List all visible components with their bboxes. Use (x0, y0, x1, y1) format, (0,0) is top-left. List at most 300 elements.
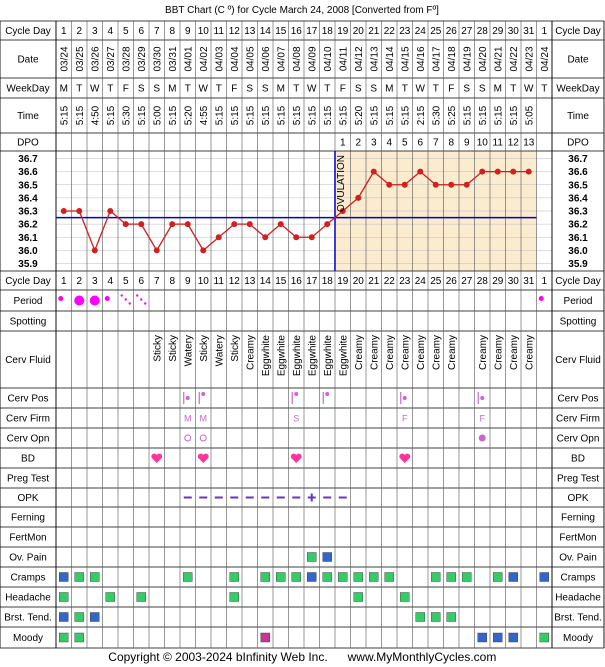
bd-heart-icon (291, 454, 302, 463)
cycle-day-label: 9 (184, 26, 191, 37)
brst_tend-square-icon (59, 613, 68, 622)
ov_pain-square-icon (323, 553, 332, 562)
cycle-day-label: 13 (244, 26, 256, 37)
temp-point (61, 208, 67, 214)
weekday-label: F (448, 83, 455, 95)
weekday-label: T (510, 83, 517, 95)
weekday-label: T (541, 83, 548, 95)
cycle-day-label: 24 (414, 26, 426, 37)
dpo-label: 5 (401, 137, 408, 149)
time-label: 4:50 (90, 105, 102, 126)
cycle-day-label: 10 (197, 26, 209, 37)
row-label-left: Cerv Opn (6, 433, 50, 445)
date-label: 04/24 (539, 46, 551, 72)
cycle-day-label: 5 (122, 276, 129, 287)
row-label-right: Cerv Fluid (555, 355, 601, 366)
cycle-day-label: 15 (275, 26, 287, 37)
time-label: 5:15 (508, 105, 520, 126)
time-label: 5:15 (400, 105, 412, 126)
period-spotting-icon (136, 294, 138, 296)
row-label-right: Brst. Tend. (554, 612, 602, 624)
row-label-right: OPK (567, 493, 589, 504)
cycle-day-label: 9 (184, 276, 191, 287)
chart-title: BBT Chart (C º) for Cycle March 24, 2008 [Converted from Fº] (165, 5, 439, 16)
cycle-day-label: 30 (507, 276, 519, 287)
y-tick-right: 36.6 (568, 167, 588, 179)
row-label-right: Time (567, 111, 589, 122)
weekday-label: S (370, 83, 378, 95)
y-tick-left: 36.4 (18, 193, 38, 205)
y-tick-left: 36.1 (18, 232, 38, 244)
row-label-right: BD (571, 453, 585, 465)
cycle-day-label: 19 (337, 276, 349, 287)
time-label: 5:20 (353, 105, 365, 126)
cycle-day-label: 28 (476, 26, 488, 37)
cramps-square-icon (431, 573, 440, 582)
moody-square-icon (478, 633, 487, 642)
time-label: 5:15 (214, 105, 226, 126)
temp-point (371, 169, 377, 175)
temp-point (293, 234, 299, 240)
cycle-day-label: 14 (259, 276, 271, 287)
time-label: 5:15 (291, 105, 303, 126)
cerv-fluid-label: Watery (183, 335, 195, 367)
y-tick-right: 35.9 (568, 259, 588, 270)
cerv-opn-icon (185, 435, 191, 441)
row-label-left: Ov. Pain (9, 552, 47, 564)
date-label: 03/26 (90, 46, 102, 72)
weekday-label: M (385, 83, 394, 95)
time-label: 5:30 (121, 105, 133, 126)
row-label-left: Cycle Day (5, 26, 51, 37)
date-label: 04/04 (229, 46, 241, 72)
weekday-label: F (122, 83, 129, 95)
dpo-label: 10 (476, 137, 488, 149)
weekday-label: W (524, 83, 534, 95)
time-label: 5:20 (183, 105, 195, 126)
cramps-square-icon (540, 573, 549, 582)
cerv-fluid-label: Watery (214, 335, 226, 367)
temp-point (278, 221, 284, 227)
time-label: 5:15 (384, 105, 396, 126)
brst_tend-square-icon (431, 613, 440, 622)
cramps-square-icon (307, 573, 316, 582)
time-label: 5:30 (431, 105, 443, 126)
moody-square-icon (509, 633, 518, 642)
cerv-fluid-label: Creamy (493, 335, 505, 371)
date-label: 04/09 (307, 46, 319, 72)
time-label: 5:15 (307, 105, 319, 126)
headache-square-icon (400, 593, 409, 602)
period-heavy-icon (74, 296, 84, 306)
cycle-day-label: 3 (91, 276, 98, 287)
date-label: 04/18 (446, 46, 458, 72)
temp-point (324, 221, 330, 227)
cerv-fluid-label: Creamy (477, 335, 489, 371)
cycle-day-label: 31 (523, 276, 535, 287)
time-label: 5:15 (229, 105, 241, 126)
weekday-label: M (59, 83, 68, 95)
cycle-day-label: 13 (244, 276, 256, 287)
time-label: 5:15 (276, 105, 288, 126)
temp-point (92, 247, 98, 253)
temp-point (107, 208, 113, 214)
cramps-square-icon (276, 573, 285, 582)
cerv-fluid-label: Eggwhite (322, 335, 334, 377)
headache-square-icon (59, 593, 68, 602)
dpo-label: 4 (386, 137, 393, 149)
cerv-pos-dot (325, 392, 329, 396)
cerv-fluid-label: Eggwhite (276, 335, 288, 377)
time-label: 5:15 (260, 105, 272, 126)
time-label: 5:15 (245, 105, 257, 126)
cramps-square-icon (323, 573, 332, 582)
cramps-square-icon (59, 573, 68, 582)
headache-square-icon (137, 593, 146, 602)
y-tick-left: 36.6 (18, 167, 38, 179)
time-label: 5:15 (369, 105, 381, 126)
cycle-day-label: 3 (91, 26, 98, 37)
row-label-right: Cycle Day (555, 276, 601, 287)
cramps-square-icon (369, 573, 378, 582)
cycle-day-label: 29 (492, 26, 504, 37)
weekday-label: S (478, 83, 486, 95)
y-tick-left: 36.7 (18, 154, 38, 165)
cerv-fluid-label: Creamy (369, 335, 381, 371)
date-label: 04/12 (353, 46, 365, 72)
time-label: 5:15 (105, 105, 117, 126)
row-label-left: Cramps (10, 572, 46, 584)
weekday-label: M (276, 83, 285, 95)
temp-point (526, 169, 532, 175)
date-label: 04/11 (338, 46, 350, 72)
cerv-fluid-label: Creamy (431, 335, 443, 371)
cramps-square-icon (90, 573, 99, 582)
y-tick-right: 36.1 (568, 232, 588, 244)
moody-square-icon (493, 633, 502, 642)
weekday-label: T (107, 83, 114, 95)
y-tick-right: 36.7 (568, 154, 588, 165)
cycle-day-label: 12 (228, 276, 240, 287)
row-label-left: Cycle Day (5, 276, 51, 287)
headache-square-icon (354, 593, 363, 602)
cramps-square-icon (385, 573, 394, 582)
row-label-left: FertMon (9, 532, 47, 544)
period-light-icon (105, 296, 110, 301)
dpo-label: 7 (432, 137, 439, 149)
cycle-day-label: 25 (430, 26, 442, 37)
row-label-right: Ferning (561, 512, 595, 524)
cerv-fluid-label: Sticky (167, 335, 179, 362)
date-label: 04/01 (183, 46, 195, 72)
weekday-label: W (198, 83, 208, 95)
cycle-day-label: 27 (461, 26, 473, 37)
y-tick-right: 36.0 (568, 245, 588, 257)
y-tick-right: 36.2 (568, 219, 588, 231)
footer-copyright: Copyright © 2003-2024 bInfinity Web Inc. (108, 650, 328, 664)
date-label: 04/17 (431, 46, 443, 72)
time-label: 2:15 (415, 105, 427, 126)
period-light-icon (58, 296, 63, 301)
cerv-pos-dot (403, 396, 407, 400)
cycle-day-label: 23 (399, 26, 411, 37)
cramps-square-icon (462, 573, 471, 582)
period-spotting-icon (129, 302, 131, 304)
temp-point (510, 169, 516, 175)
cycle-day-label: 1 (541, 26, 548, 37)
cramps-square-icon (447, 573, 456, 582)
dpo-label: 8 (448, 137, 455, 149)
row-label-right: Preg Test (556, 473, 600, 485)
temp-point (76, 208, 82, 214)
date-label: 04/03 (214, 46, 226, 72)
row-label-right: WeekDay (556, 83, 600, 95)
cycle-day-label: 23 (399, 276, 411, 287)
cycle-day-label: 12 (228, 26, 240, 37)
weekday-label: S (463, 83, 471, 95)
footer-site[interactable]: www.MyMonthlyCycles.com (347, 650, 497, 664)
row-label-left: Spotting (9, 316, 47, 328)
weekday-label: W (415, 83, 425, 95)
cycle-day-label: 2 (76, 26, 83, 37)
cycle-day-label: 22 (383, 26, 395, 37)
cycle-day-label: 1 (60, 26, 67, 37)
row-label-right: FertMon (559, 532, 597, 544)
cycle-day-label: 2 (76, 276, 83, 287)
cerv-pos-dot (201, 392, 205, 396)
cramps-square-icon (230, 573, 239, 582)
cerv-fluid-label: Creamy (524, 335, 536, 371)
headache-square-icon (106, 593, 115, 602)
y-tick-right: 36.4 (568, 193, 588, 205)
date-label: 03/30 (152, 46, 164, 72)
row-label-left: WeekDay (6, 83, 50, 95)
date-label: 03/29 (136, 46, 148, 72)
row-label-right: Moody (562, 633, 594, 644)
dpo-label: 6 (417, 137, 424, 149)
time-label: 5:15 (136, 105, 148, 126)
cerv-firm-label: M (184, 413, 192, 424)
date-label: 04/20 (477, 46, 489, 72)
cycle-day-label: 20 (352, 276, 364, 287)
cerv-pos-dot (186, 396, 190, 400)
brst_tend-square-icon (75, 613, 84, 622)
y-tick-right: 36.3 (568, 206, 588, 218)
date-label: 04/23 (524, 46, 536, 72)
cramps-square-icon (509, 573, 518, 582)
time-label: 5:15 (338, 105, 350, 126)
cycle-day-label: 17 (306, 276, 318, 287)
date-label: 03/24 (59, 46, 71, 72)
cerv-fluid-label: Eggwhite (338, 335, 350, 377)
headache-square-icon (230, 593, 239, 602)
weekday-label: W (307, 83, 317, 95)
row-label-left: Headache (5, 592, 51, 604)
cerv-opn-icon (479, 435, 486, 442)
cycle-day-label: 10 (197, 276, 209, 287)
time-label: 5:15 (493, 105, 505, 126)
cerv-pos-dot (480, 396, 484, 400)
temp-point (386, 182, 392, 188)
date-label: 03/27 (105, 46, 117, 72)
cerv-firm-label: M (199, 413, 207, 424)
weekday-label: S (354, 83, 362, 95)
temp-point (247, 221, 253, 227)
cycle-day-label: 30 (507, 26, 519, 37)
cycle-day-label: 6 (138, 26, 145, 37)
row-label-left: Period (13, 296, 43, 307)
bd-heart-icon (198, 454, 209, 463)
date-label: 04/06 (260, 46, 272, 72)
temp-point (402, 182, 408, 188)
temp-point (355, 195, 361, 201)
row-label-right: Spotting (559, 316, 597, 328)
cycle-day-label: 5 (122, 26, 129, 37)
cerv-firm-label: F (479, 413, 485, 424)
date-label: 03/31 (167, 46, 179, 72)
cerv-firm-label: F (402, 413, 408, 424)
row-label-right: Cramps (560, 572, 596, 584)
cerv-fluid-label: Creamy (245, 335, 257, 371)
time-label: 5:25 (446, 105, 458, 126)
time-label: 5:15 (462, 105, 474, 126)
date-label: 03/25 (74, 46, 86, 72)
dpo-label: 2 (355, 137, 362, 149)
date-label: 04/16 (415, 46, 427, 72)
time-label: 5:15 (477, 105, 489, 126)
row-label-right: Cerv Pos (557, 393, 599, 405)
row-label-left: DPO (17, 137, 39, 149)
row-label-left: BD (21, 453, 35, 465)
weekday-label: T (76, 83, 83, 95)
row-label-left: Cerv Fluid (5, 355, 51, 366)
dpo-label: 13 (523, 137, 535, 149)
y-tick-left: 36.2 (18, 219, 38, 231)
temp-point (448, 182, 454, 188)
cycle-day-label: 16 (290, 26, 302, 37)
cycle-day-label: 29 (492, 276, 504, 287)
y-tick-left: 36.3 (18, 206, 38, 218)
y-tick-right: 36.5 (568, 180, 588, 192)
cycle-day-label: 19 (337, 26, 349, 37)
row-label-left: Date (17, 54, 39, 66)
cerv-fluid-label: Eggwhite (307, 335, 319, 377)
cycle-day-label: 1 (541, 276, 548, 287)
bd-heart-icon (151, 454, 162, 463)
time-label: 4:55 (198, 105, 210, 126)
weekday-label: F (339, 83, 346, 95)
cycle-day-label: 17 (306, 26, 318, 37)
weekday-label: T (184, 83, 191, 95)
row-label-left: Cerv Pos (7, 393, 49, 405)
dpo-label: 9 (463, 137, 470, 149)
cycle-day-label: 26 (445, 26, 457, 37)
cycle-day-label: 14 (259, 26, 271, 37)
cycle-day-label: 21 (368, 26, 380, 37)
cycle-day-label: 1 (60, 276, 67, 287)
y-tick-left: 35.9 (18, 259, 38, 270)
weekday-label: F (231, 83, 238, 95)
temp-point (123, 221, 129, 227)
temp-point (154, 247, 160, 253)
dpo-label: 11 (492, 137, 503, 149)
temp-point (479, 169, 485, 175)
row-label-right: Cycle Day (555, 26, 601, 37)
date-label: 04/10 (322, 46, 334, 72)
cycle-day-label: 28 (476, 276, 488, 287)
cycle-day-label: 7 (153, 276, 160, 287)
cycle-day-label: 25 (430, 276, 442, 287)
temp-point (231, 221, 237, 227)
date-label: 04/21 (493, 46, 505, 72)
weekday-label: T (432, 83, 439, 95)
temp-point (464, 182, 470, 188)
temp-point (138, 221, 144, 227)
cycle-day-label: 26 (445, 276, 457, 287)
dpo-label: 12 (507, 137, 519, 149)
row-label-left: Brst. Tend. (4, 612, 52, 624)
cycle-day-label: 15 (275, 276, 287, 287)
cycle-day-label: 27 (461, 276, 473, 287)
cerv-fluid-label: Creamy (384, 335, 396, 371)
cycle-day-label: 8 (169, 26, 176, 37)
row-label-left: Preg Test (6, 473, 50, 485)
cycle-day-label: 7 (153, 26, 160, 37)
weekday-label: S (246, 83, 254, 95)
period-spotting-icon (140, 298, 142, 300)
period-spotting-icon (121, 294, 123, 296)
moody-square-icon (540, 633, 549, 642)
time-label: 5:15 (322, 105, 334, 126)
temp-point (216, 234, 222, 240)
cerv-fluid-label: Creamy (415, 335, 427, 371)
dpo-label: 1 (339, 137, 346, 149)
weekday-label: S (261, 83, 269, 95)
temp-point (185, 221, 191, 227)
date-label: 04/13 (369, 46, 381, 72)
row-label-right: DPO (567, 137, 589, 149)
weekday-label: S (137, 83, 145, 95)
time-label: 5:15 (74, 105, 86, 126)
date-label: 04/07 (276, 46, 288, 72)
cramps-square-icon (493, 573, 502, 582)
row-label-left: Time (17, 111, 39, 122)
cycle-day-label: 20 (352, 26, 364, 37)
time-label: 5:15 (167, 105, 179, 126)
cramps-square-icon (338, 573, 347, 582)
date-label: 04/22 (508, 46, 520, 72)
weekday-label: S (153, 83, 161, 95)
cycle-day-label: 4 (107, 26, 114, 37)
cramps-square-icon (292, 573, 301, 582)
cerv-fluid-label: Creamy (353, 335, 365, 371)
temp-point (309, 234, 315, 240)
temp-point (495, 169, 501, 175)
cycle-day-label: 11 (213, 26, 224, 37)
weekday-label: T (401, 83, 408, 95)
cycle-day-label: 22 (383, 276, 395, 287)
period-spotting-icon (144, 302, 146, 304)
cycle-day-label: 4 (107, 276, 114, 287)
time-label: 5:05 (524, 105, 536, 126)
weekday-label: W (90, 83, 100, 95)
cycle-day-label: 18 (321, 276, 333, 287)
cramps-square-icon (354, 573, 363, 582)
row-label-right: Headache (555, 592, 601, 604)
date-label: 03/28 (121, 46, 133, 72)
cramps-square-icon (75, 573, 84, 582)
cerv-fluid-label: Sticky (198, 335, 210, 362)
